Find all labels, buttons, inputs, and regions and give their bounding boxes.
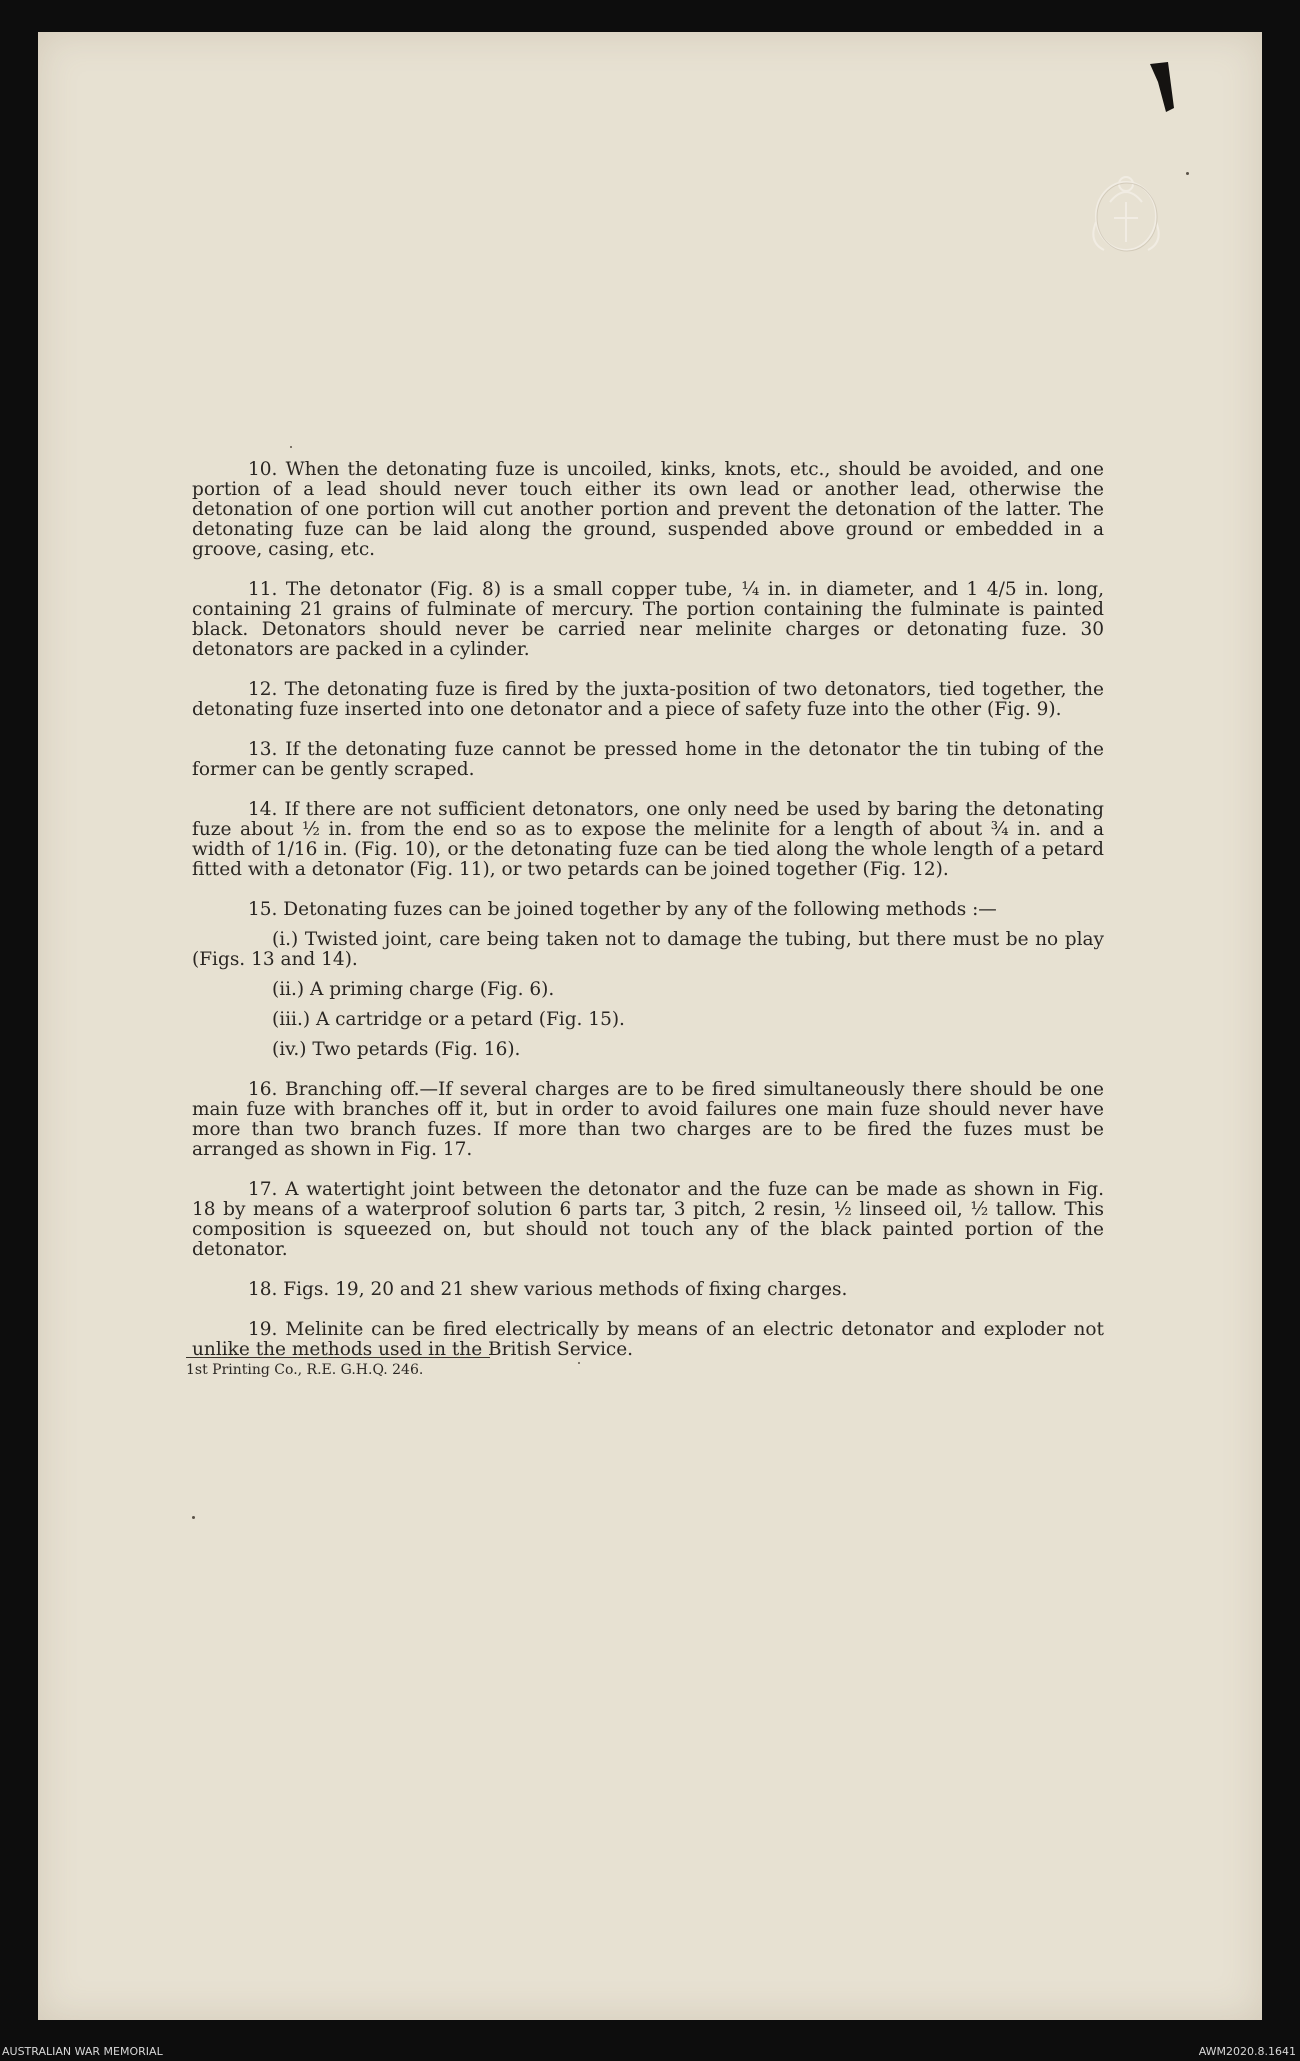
paragraph-10: 10. When the detonating fuze is uncoiled, kinks, knots, etc., should be avoided, and one portion of a lead should never touch either its own lead or another lead, otherwise the detonation of one portion will cut another portion and prevent the detonation of the latter. The detonating fuze can be laid along the ground, suspended above ground or embedded in a groove, casing, etc. bbox=[192, 459, 1104, 560]
printer-imprint: 1st Printing Co., R.E. G.H.Q. 246. bbox=[186, 1362, 424, 1378]
method-item-3: (iii.) A cartridge or a petard (Fig. 15). bbox=[272, 1009, 625, 1030]
method-item-2: (ii.) A priming charge (Fig. 6). bbox=[272, 979, 555, 1000]
paragraph-19: 19. Melinite can be fired electrically by means of an electric detonator and exploder not unlike the methods used in the British Service. bbox=[192, 1319, 1104, 1360]
method-item-4: (iv.) Two petards (Fig. 16). bbox=[272, 1039, 521, 1060]
paragraph-16: 16. Branching off.—If several charges are to be fired simultaneously there should be one main fuze with branches off it, but in order to avoid failures one main fuze should never have more than two branch fuzes. If more than two charges are to be fired the fuzes must be arranged as shown in Fig. 17. bbox=[192, 1079, 1104, 1160]
paper-speck bbox=[1186, 172, 1189, 175]
embossed-royal-seal-icon bbox=[1080, 162, 1172, 262]
paper-speck bbox=[192, 1516, 195, 1519]
paragraph-12: 12. The detonating fuze is fired by the juxta-position of two detonators, tied together, the detonating fuze inserted into one detonator and a piece of safety fuze into the other (Fig. 9). bbox=[192, 679, 1104, 720]
paragraph-11: 11. The detonator (Fig. 8) is a small copper tube, ¼ in. in diameter, and 1 4/5 in. long, containing 21 grains of fulminate of mercury. The portion containing the fulminate is painted black. Detonators should never be carried near melinite charges or detonating fuze. 30 detonators are packed in a cylinder. bbox=[192, 579, 1104, 660]
paragraph-15: 15. Detonating fuzes can be joined together by any of the following methods :— bbox=[248, 899, 997, 920]
paragraph-14: 14. If there are not sufficient detonators, one only need be used by baring the detonating fuze about ½ in. from the end so as to expose the melinite for a length of about ¾ in. and a width of 1/16 in. (Fig. 10), or the detonating fuze can be tied along the whole length of a petard fitted with a detonator (Fig. 11), or two petards can be joined together (Fig. 12). bbox=[192, 799, 1104, 880]
ink-blot-mark bbox=[1148, 62, 1176, 112]
method-item-1: (i.) Twisted joint, care being taken not to damage the tubing, but there must be no play (Figs. 13 and 14). bbox=[192, 929, 1104, 970]
paragraph-18: 18. Figs. 19, 20 and 21 shew various methods of fixing charges. bbox=[248, 1279, 848, 1300]
footer-institution: AUSTRALIAN WAR MEMORIAL bbox=[2, 2045, 163, 2058]
paragraph-13: 13. If the detonating fuze cannot be pressed home in the detonator the tin tubing of the former can be gently scraped. bbox=[192, 739, 1104, 780]
paper-speck bbox=[290, 446, 292, 448]
printer-rule bbox=[186, 1357, 490, 1358]
paragraph-17: 17. A watertight joint between the detonator and the fuze can be made as shown in Fig. 18 by means of a waterproof solution 6 parts tar, 3 pitch, 2 resin, ½ linseed oil, ½ tallow. This composition is squeezed on, but should not touch any of the black painted portion of the detonator. bbox=[192, 1179, 1104, 1260]
document-body bbox=[192, 460, 1104, 1380]
footer-accession-number: AWM2020.8.1641 bbox=[1198, 2045, 1296, 2058]
